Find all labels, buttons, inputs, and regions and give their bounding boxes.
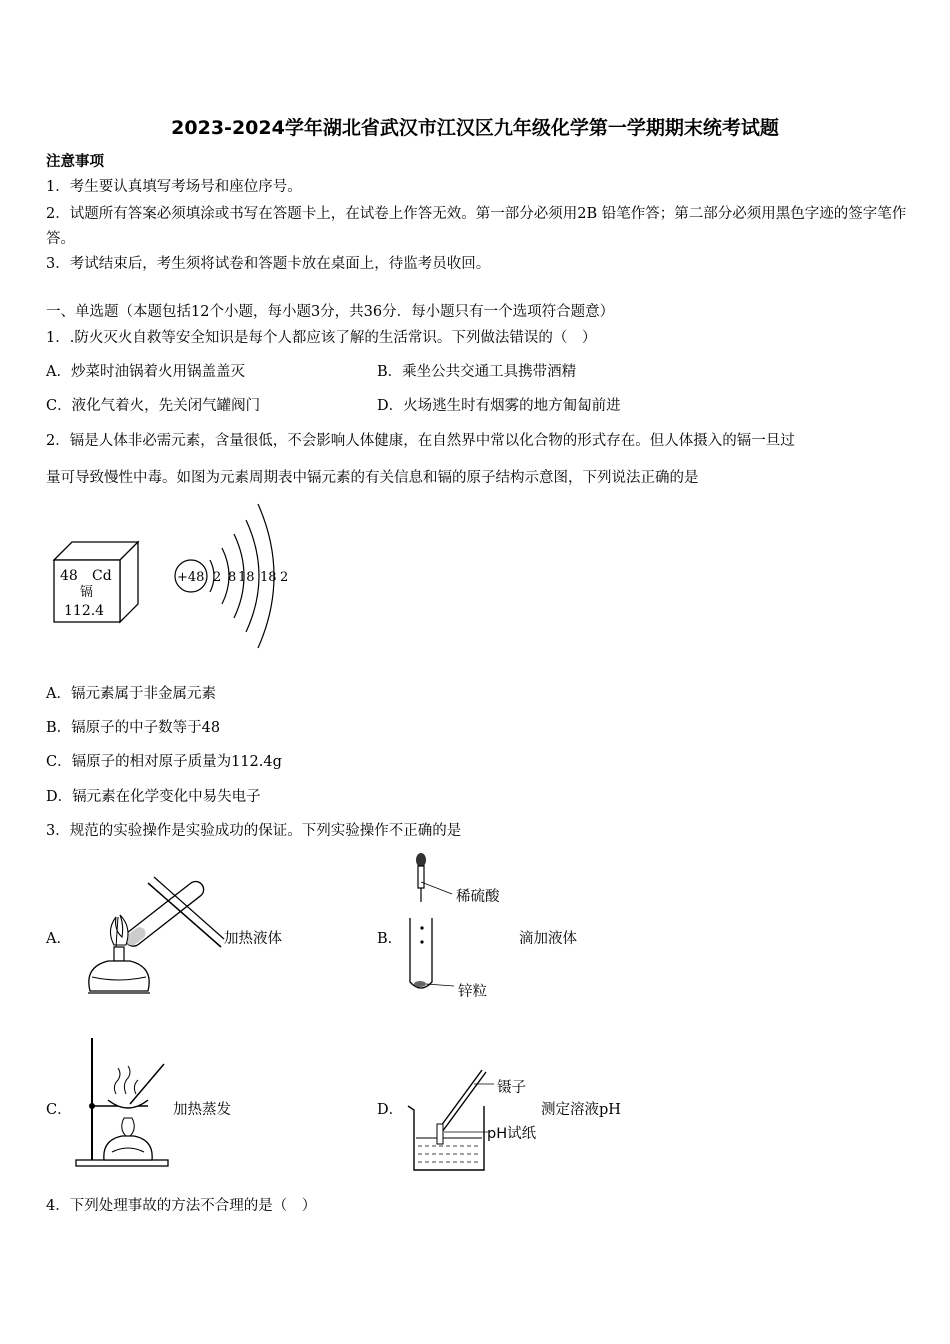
heating-liquid-figure (76, 855, 226, 1000)
question-2-stem-line1: 2．镉是人体非必需元素，含量很低，不会影响人体健康，在自然界中常以化合物的形式存在。但人体摄入的镉一旦过 (46, 433, 795, 449)
question-3-option-d-letter[interactable]: D． (377, 1102, 404, 1118)
shell-2-electrons: 8 (228, 570, 237, 585)
question-4-stem: 4．下列处理事故的方法不合理的是（ ） (46, 1198, 317, 1214)
notice-heading: 注意事项 (46, 153, 104, 170)
question-3-option-a-label: 加热液体 (224, 931, 282, 947)
question-2-option-b[interactable]: B．镉原子的中子数等于48 (46, 720, 221, 736)
question-2-option-c[interactable]: C．镉原子的相对原子质量为112.4g (46, 754, 282, 770)
shell-4-electrons: 18 (260, 570, 277, 585)
question-1-option-d[interactable]: D．火场逃生时有烟雾的地方匍匐前进 (377, 398, 621, 414)
question-2-stem-line2: 量可导致慢性中毒。如图为元素周期表中镉元素的有关信息和镉的原子结构示意图，下列说法正确的是 (46, 470, 699, 486)
question-1-option-b[interactable]: B．乘坐公共交通工具携带酒精 (377, 364, 577, 380)
element-mass: 112.4 (64, 603, 105, 619)
question-3-option-c-letter[interactable]: C． (46, 1102, 72, 1118)
element-symbol: Cd (92, 568, 112, 584)
dropper-figure (400, 850, 510, 1000)
section-heading: 一、单选题（本题包括12个小题，每小题3分，共36分．每小题只有一个选项符合题意） (46, 304, 615, 320)
dilute-sulfuric-acid-label: 稀硫酸 (456, 889, 500, 905)
question-3-option-b-letter[interactable]: B． (377, 931, 403, 947)
notice-item-2: 2．试题所有答案必须填涂或书写在答题卡上，在试卷上作答无效。第一部分必须用2B 铅笔作答；第二部分必须用黑色字迹的签字笔作答。 (46, 206, 907, 247)
notice-item-1: 1．考生要认真填写考场号和座位序号。 (46, 179, 302, 195)
question-2-option-a[interactable]: A．镉元素属于非金属元素 (46, 686, 216, 702)
evaporation-figure (72, 1034, 172, 1170)
tweezers-label: 镊子 (497, 1080, 526, 1096)
nucleus-charge: +48 (177, 570, 205, 585)
question-1-option-a[interactable]: A．炒菜时油锅着火用锅盖盖灭 (46, 364, 245, 380)
shell-1-electrons: 2 (213, 570, 222, 585)
question-3-option-b-label: 滴加液体 (519, 931, 577, 947)
ph-test-figure (404, 1062, 494, 1176)
question-2-option-d[interactable]: D．镉元素在化学变化中易失电子 (46, 789, 261, 805)
shell-5-electrons: 2 (280, 570, 289, 585)
notice-item-3: 3．考试结束后，考生须将试卷和答题卡放在桌面上，待监考员收回。 (46, 256, 491, 272)
question-1-stem: 1．.防火灭火自救等安全知识是每个人都应该了解的生活常识。下列做法错误的（ ） (46, 330, 597, 346)
element-atomic-number: 48 (60, 568, 78, 584)
question-3-stem: 3．规范的实验操作是实验成功的保证。下列实验操作不正确的是 (46, 823, 462, 839)
question-3-option-c-label: 加热蒸发 (173, 1102, 231, 1118)
shell-3-electrons: 18 (238, 570, 255, 585)
element-name: 镉 (80, 585, 94, 600)
question-3-option-a-letter[interactable]: A． (46, 931, 71, 947)
question-1-option-c[interactable]: C．液化气着火，先关闭气罐阀门 (46, 398, 261, 414)
page-title: 2023-2024学年湖北省武汉市江汉区九年级化学第一学期期末统考试题 (171, 117, 779, 139)
atom-structure-diagram (170, 496, 300, 656)
ph-paper-label: pH试纸 (487, 1126, 537, 1142)
zinc-granule-label: 锌粒 (458, 984, 487, 1000)
element-cadmium-box (50, 538, 142, 626)
question-3-option-d-label: 测定溶液pH (541, 1102, 621, 1118)
